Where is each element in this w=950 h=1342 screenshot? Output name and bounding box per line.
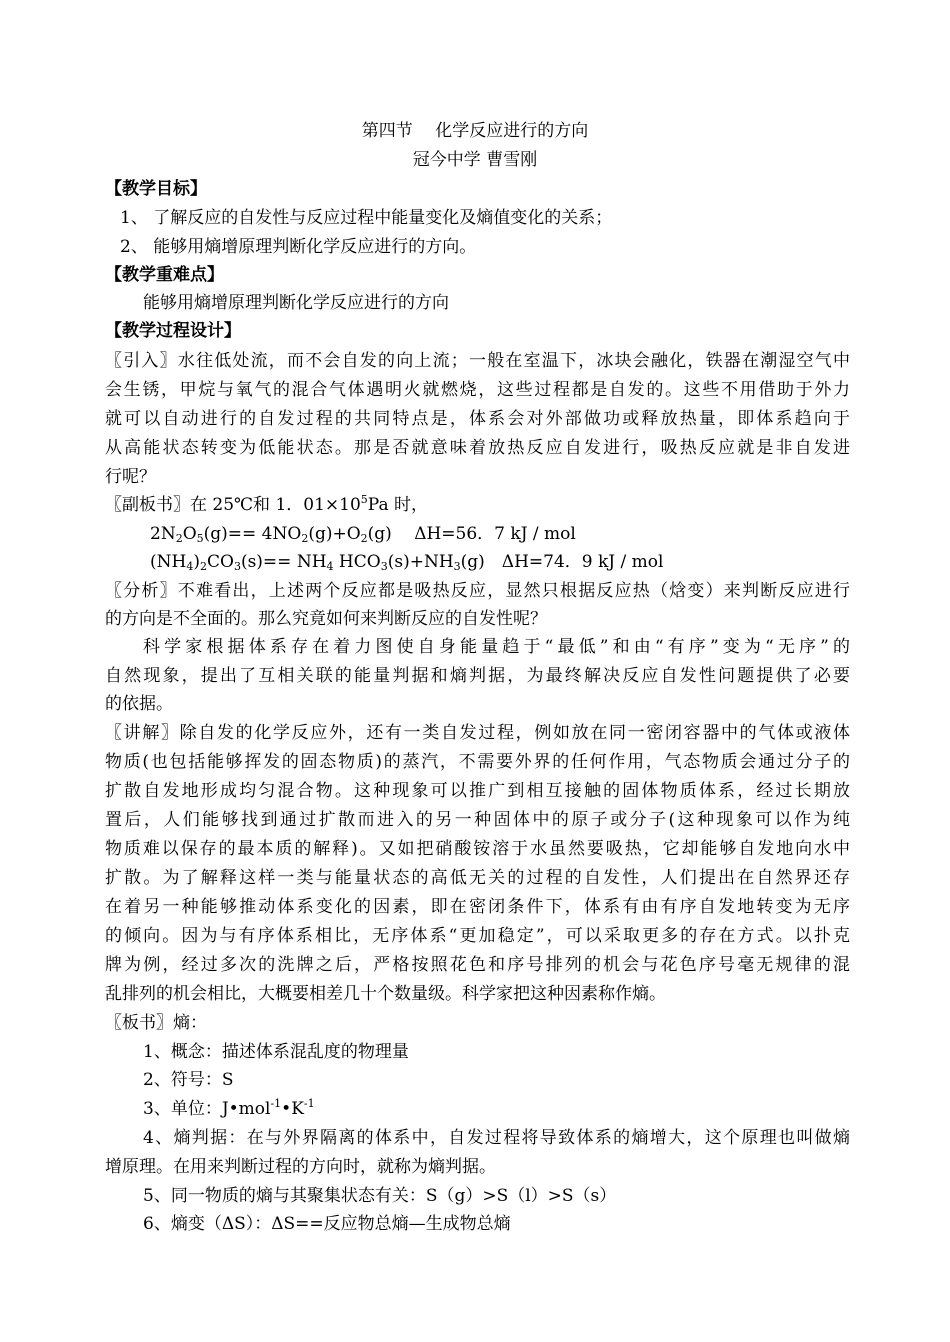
intro-line-5: 行呢？ (105, 467, 156, 487)
goals-heading: 【教学目标】 (105, 179, 207, 199)
goal-item-2: 2、 能够用熵增原理判断化学反应进行的方向。 (120, 237, 477, 257)
entropy-item-5: 5、同一物质的熵与其聚集状态有关：S（g）>S（l）>S（s） (143, 1186, 617, 1206)
key-points-text: 能够用熵增原理判断化学反应进行的方向 (143, 293, 449, 313)
explain-line-5: 物质难以保存的最本质的解释)。又如把硝酸铵溶于水虽然要吸热，它却能够自发地向水中 (105, 839, 850, 859)
entropy-item-4-line-2: 增原理。在用来判断过程的方向时，就称为熵判据。 (105, 1157, 496, 1177)
intro-line-2: 会生锈，甲烷与氧气的混合气体遇明火就燃烧，这些过程都是自发的。这些不用借助于外力 (105, 380, 850, 400)
section-title: 第四节 化学反应进行的方向 (361, 121, 589, 141)
explain-line-6: 扩散。为了解释这样一类与能量状态的高低无关的过程的自发性，人们提出在自然界还存 (105, 868, 850, 888)
analysis-line-1: 〖分析〗不难看出，上述两个反应都是吸热反应，显然只根据反应热（焓变）来判断反应进行 (105, 581, 850, 601)
intro-line-3: 就可以自动进行的自发过程的共同特点是，体系会对外部做功或释放热量，即体系趋向于 (105, 409, 850, 429)
entropy-item-1: 1、概念：描述体系混乱度的物理量 (143, 1042, 409, 1062)
explain-line-3: 扩散自发地形成均匀混合物。这种现象可以推广到相互接触的固体物质体系，经过长期放 (105, 781, 850, 801)
science-line-3: 的依据。 (105, 694, 173, 714)
process-heading: 【教学过程设计】 (105, 321, 241, 341)
equation-1: $2N_2O_5(g)== 4NO_2(g)+O_2(g)$ ΔH=56．7 kJ / mol (150, 524, 576, 545)
key-points-heading: 【教学重难点】 (105, 265, 224, 285)
science-line-1: 科学家根据体系存在着力图使自身能量趋于“最低”和由“有序”变为“无序”的 (143, 637, 850, 657)
entropy-item-2: 2、符号：S (143, 1070, 234, 1090)
entropy-item-6: 6、熵变（ΔS）：ΔS==反应物总熵—生成物总熵 (143, 1214, 511, 1234)
science-line-2: 自然现象，提出了互相关联的能量判据和熵判据，为最终解决反应自发性问题提供了必要 (105, 666, 850, 686)
explain-line-1: 〖讲解〗除自发的化学反应外，还有一类自发过程，例如放在同一密闭容器中的气体或液体 (105, 723, 850, 743)
board-conditions: 〖副板书〗在 25℃和 1．$01\times 10^5Pa$ 时， (105, 493, 428, 515)
explain-line-10: 乱排列的机会相比，大概要相差几十个数量级。科学家把这种因素称作熵。 (105, 984, 666, 1004)
intro-line-4: 从高能状态转变为低能状态。那是否就意味着放热反应自发进行，吸热反应就是非自发进 (105, 438, 850, 458)
analysis-line-2: 的方向是不全面的。那么究竟如何来判断反应的自发性呢？ (105, 609, 547, 629)
entropy-item-3: 3、单位：$J•mol^{-1}•K^{-1}$ (143, 1097, 315, 1119)
author-line: 冠今中学 曹雪刚 (412, 150, 538, 170)
explain-line-7: 在着另一种能够推动体系变化的因素，即在密闭条件下，体系有由有序自发地转变为无序 (105, 897, 850, 917)
equation-2: $(NH_4)_2CO_3(s)== NH_4$ $HCO_3(s)+NH_3(g)$ ΔH=74．9 kJ / mol (150, 552, 664, 573)
explain-line-8: 的倾向。因为与有序体系相比，无序体系“更加稳定”，可以采取更多的存在方式。以扑克 (105, 926, 850, 946)
goal-item-1: 1、 了解反应的自发性与反应过程中能量变化及熵值变化的关系； (120, 208, 613, 228)
explain-line-4: 置后，人们能够找到通过扩散而进入的另一种固体中的原子或分子(这种现象可以作为纯 (105, 810, 850, 830)
entropy-board-heading: 〖板书〗熵： (105, 1013, 207, 1033)
intro-line-1: 〖引入〗水往低处流，而不会自发的向上流；一般在室温下，冰块会融化，铁器在潮湿空气中 (105, 351, 850, 371)
explain-line-2: 物质(也包括能够挥发的固态物质)的蒸汽，不需要外界的任何作用，气态物质会通过分子的 (105, 752, 850, 772)
explain-line-9: 牌为例，经过多次的洗牌之后，严格按照花色和序号排列的机会与花色序号毫无规律的混 (105, 955, 850, 975)
entropy-item-4-line-1: 4、熵判据：在与外界隔离的体系中，自发过程将导致体系的熵增大，这个原理也叫做熵 (143, 1128, 850, 1148)
